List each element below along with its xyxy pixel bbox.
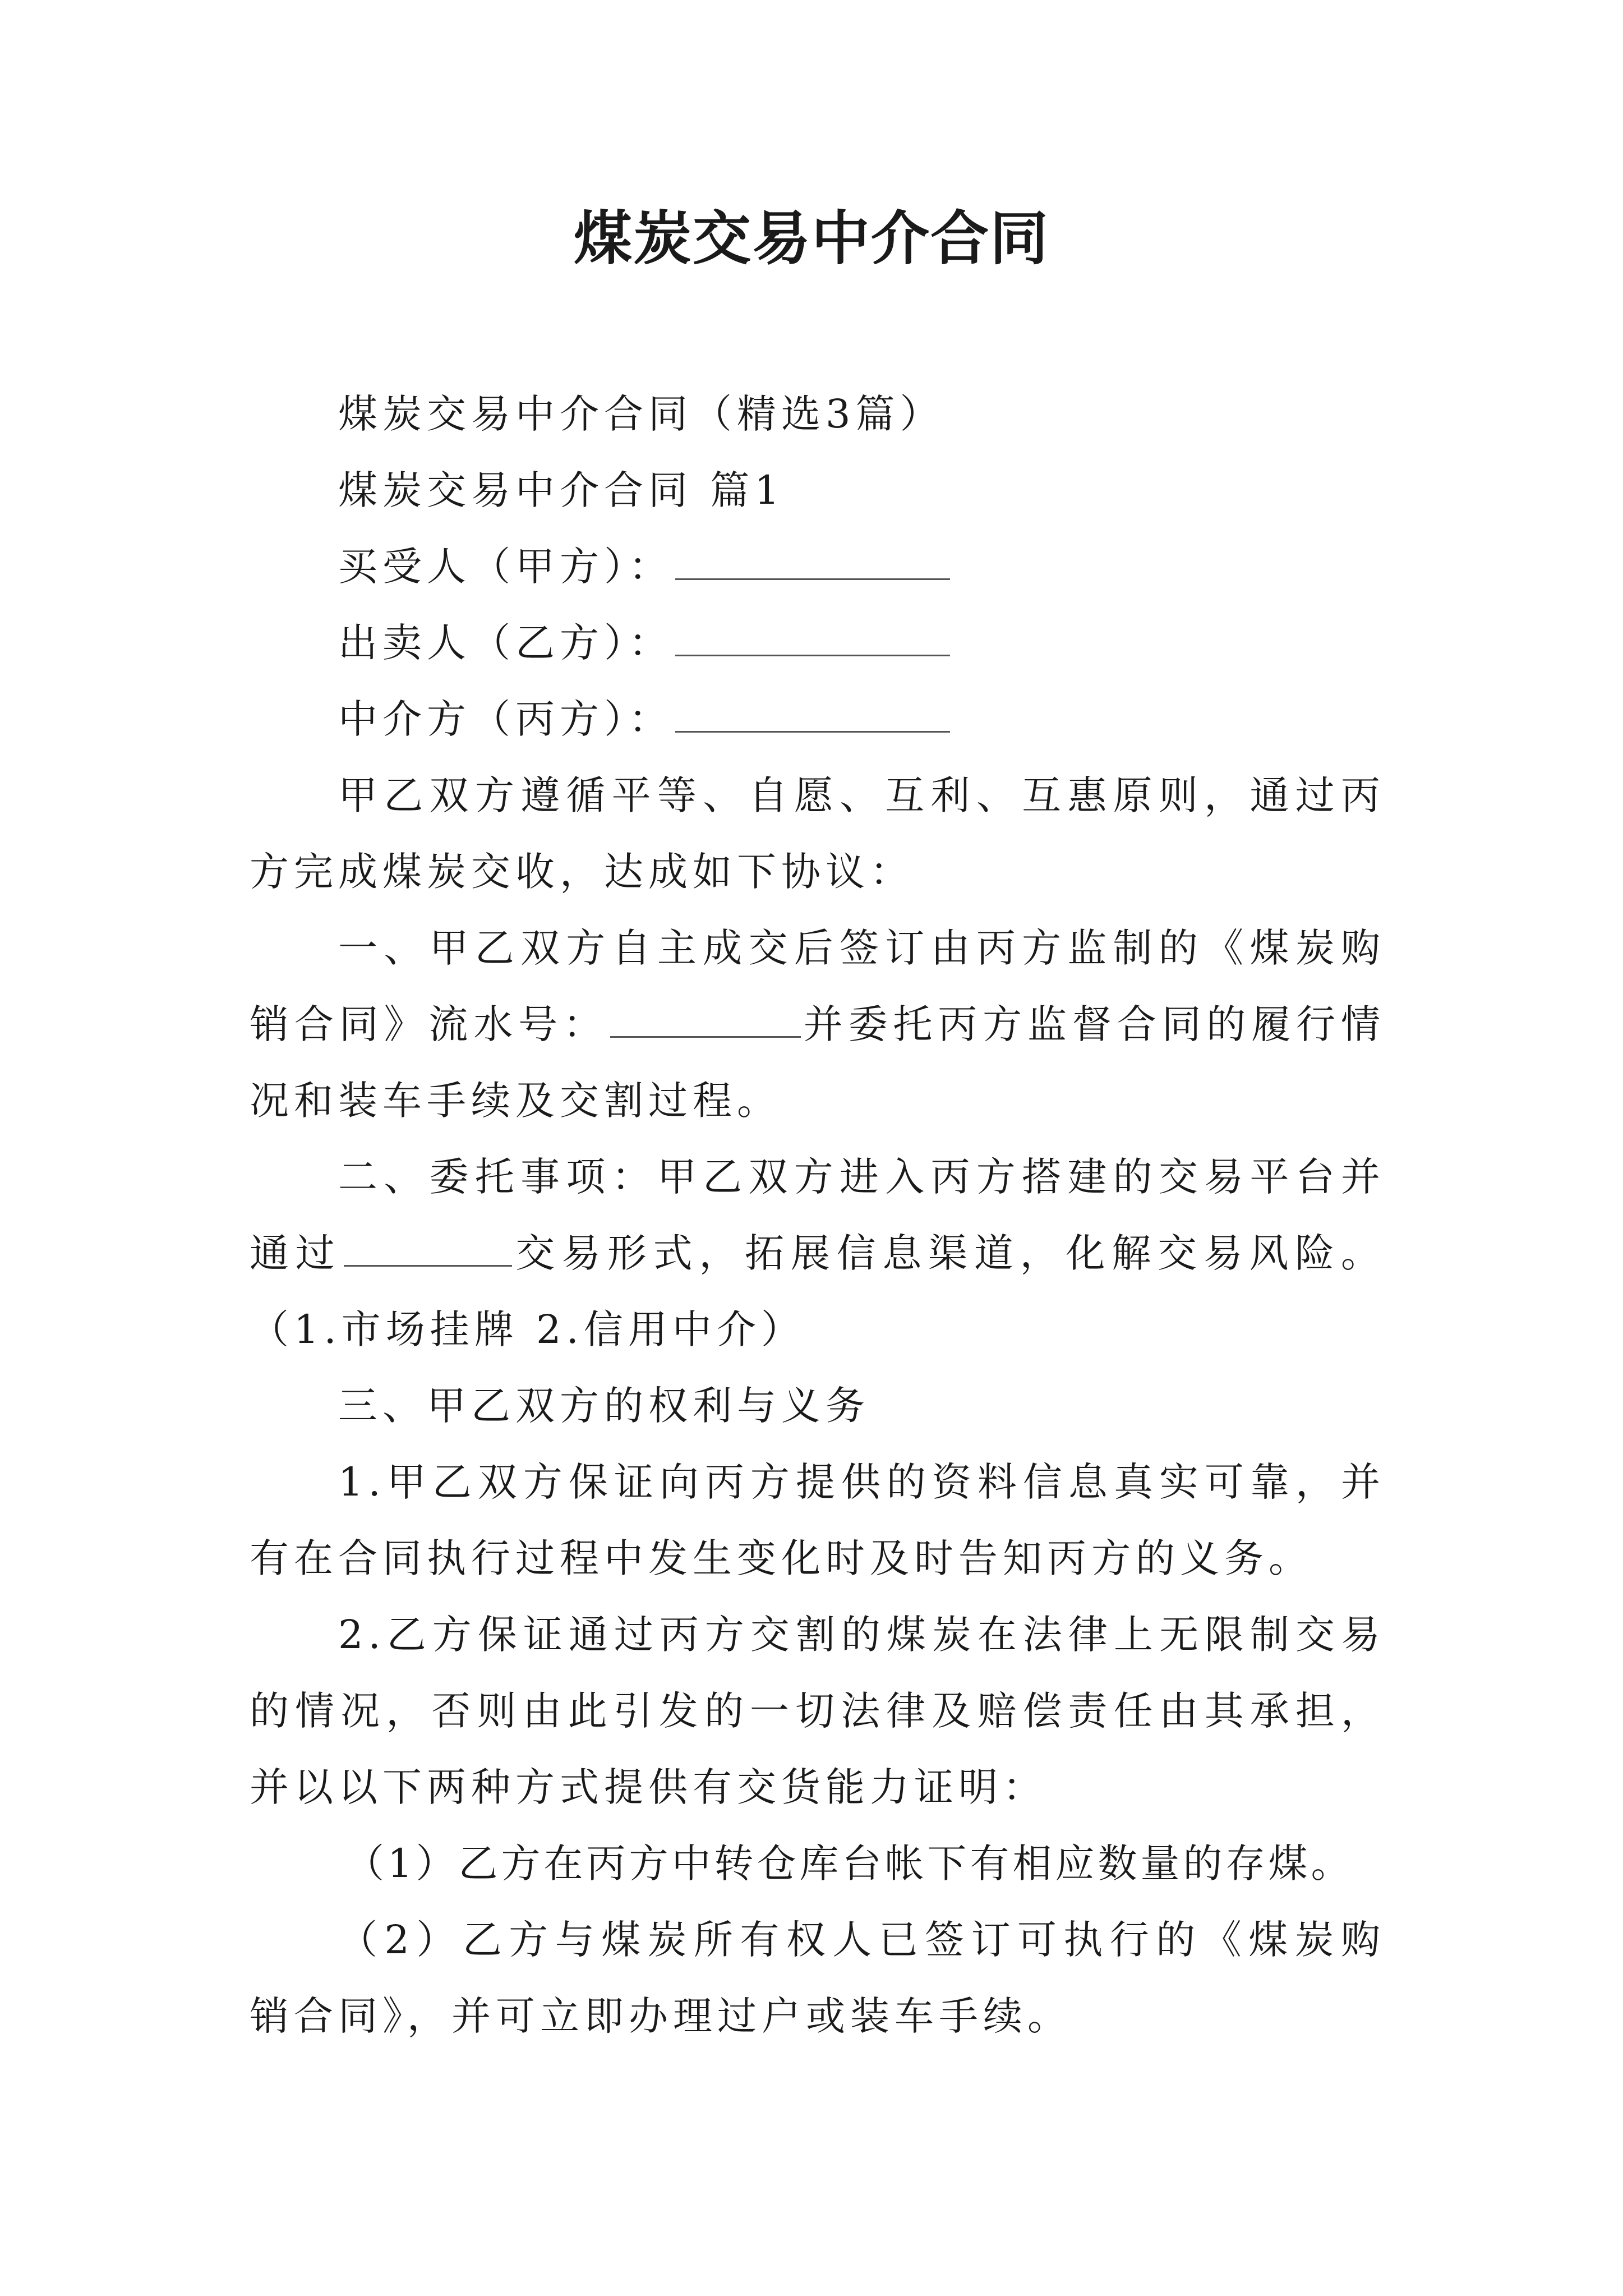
clause-2-before: 二、委托事项：甲乙双方进入丙方搭建的交易平台并通过 bbox=[250, 1154, 1385, 1276]
clause-1-after: 并委托丙方监督合同的履行情况和装车手续及交割过程。 bbox=[250, 1001, 1386, 1124]
clause-1-before: 一、甲乙双方自主成交后签订由丙方监制的《煤炭购销合同》流水号： bbox=[250, 925, 1385, 1047]
buyer-line bbox=[250, 528, 1385, 605]
intro-paragraph: 甲乙双方遵循平等、自愿、互利、互惠原则，通过丙方完成煤炭交收，达成如下协议： bbox=[250, 772, 1385, 895]
intermediary-blank bbox=[675, 698, 950, 733]
buyer-label: 买受人（甲方）： bbox=[338, 544, 673, 590]
clause-3-2: 2.乙方保证通过丙方交割的煤炭在法律上无限制交易的情况，否则由此引发的一切法律及赔偿责任由其承担，并以以下两种方式提供有交货能力证明： bbox=[250, 1612, 1385, 1810]
clause-3-2-item-1: （1）乙方在丙方中转仓库台帐下有相应数量的存煤。 bbox=[345, 1841, 1354, 1887]
intermediary-line bbox=[250, 681, 1385, 757]
subtitle: 煤炭交易中介合同（精选3篇） bbox=[338, 391, 944, 437]
clause-3-1: 1.甲乙双方保证向丙方提供的资料信息真实可靠，并有在合同执行过程中发生变化时及时告知丙方的义务。 bbox=[250, 1459, 1385, 1581]
serial-number-blank bbox=[610, 1004, 801, 1038]
section-heading: 煤炭交易中介合同 篇1 bbox=[338, 467, 785, 513]
clause-1 bbox=[250, 910, 1385, 1139]
trade-form-blank bbox=[344, 1232, 512, 1267]
clause-3-heading: 三、甲乙双方的权利与义务 bbox=[338, 1383, 870, 1429]
seller-blank bbox=[675, 622, 950, 656]
document-title: 煤炭交易中介合同 bbox=[573, 204, 1049, 273]
seller-label: 出卖人（乙方）： bbox=[338, 620, 673, 666]
clause-2 bbox=[250, 1139, 1385, 1368]
buyer-blank bbox=[675, 546, 950, 580]
document-body bbox=[250, 376, 1385, 2054]
clause-3-2-item-2: （2）乙方与煤炭所有权人已签订可执行的《煤炭购销合同》，并可立即办理过户或装车手续。 bbox=[250, 1917, 1385, 2039]
clause-2-after: 交易形式，拓展信息渠道，化解交易风险。（1.市场挂牌 2.信用中介） bbox=[250, 1230, 1386, 1352]
seller-line bbox=[250, 605, 1385, 681]
intermediary-label: 中介方（丙方）： bbox=[338, 696, 673, 742]
